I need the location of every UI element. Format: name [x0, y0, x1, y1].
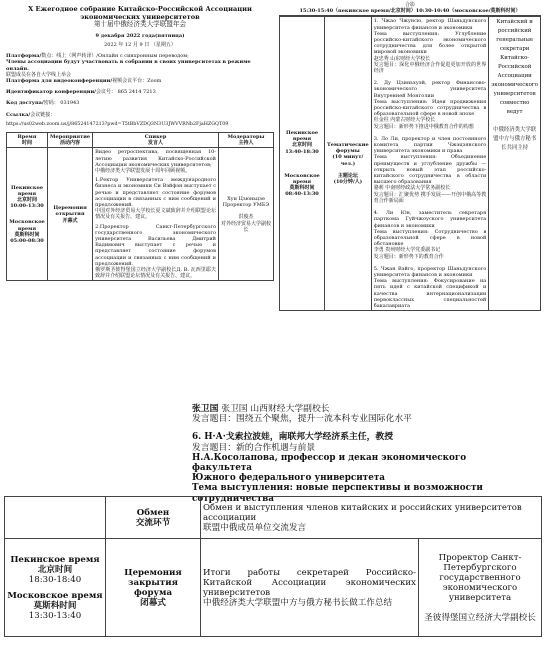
info-line: Код доступа/密码： 031943 [6, 100, 80, 107]
forum-item: 3. Ло Ли, проректор и член постоянного комитета партии Чжэцзянского университета экономики и права Тема выступления: Объединение преимуществ и углубление дружбы — открыть новый этап российско-китайского сотрудничества в области высшего образования 骆莉 中南财经政法大学常务副校长 发言题目：汇聚优势 携手发展——开创中俄高等教育合作新局面 [373, 135, 487, 204]
date-ru: 9 декабря 2022 года(пятница) [95, 32, 185, 39]
speaker-text: 俄罗斯圣彼得堡国立经济大学副校长Д. В. 瓦西里耶夫致辞并介绍联盟论坛情况及有关报告、建议。 [95, 267, 216, 280]
header-speaker: Спикер 发言人 [93, 133, 219, 148]
photo-caption: 合影 [404, 2, 415, 8]
table-row [7, 148, 274, 281]
exchange-label: Обмен 交流环节 [106, 497, 201, 539]
speech-block [192, 404, 492, 504]
forum-item: 4. Ли Юн, заместитель секретаря парткома Гуйчжоуского университета финансов и экономики Тема выступления: Сотрудничество в образовательной сфере в новой обстановке 李勇 贵州财经大学党委副书记 发言题目：新形势下的教育合作 [373, 210, 487, 260]
moscow-time: Московское время 莫斯科时间 08:40-13:30 [284, 172, 320, 198]
moscow-time-range: 13:30-13:40 [28, 610, 82, 621]
title-line-1: X Ежегодное собрание Китайско-Российской Ассоциации [28, 5, 252, 13]
photo-time: 15:30-15:40（пекинское время/北京时间）10:30-10:40（московское/莫斯科时间） [279, 8, 541, 16]
exchange-text: Обмен и выступления членов китайских и российских университетов ассоциации 联盟中俄成员单位交流发言 [201, 497, 542, 539]
table-row [5, 497, 542, 539]
beijing-time-range: 18:30-18:40 [28, 574, 82, 585]
forum-item: 1. Чжао Чжунсю, ректор Шаньдунского университета финансов и экономики Тема выступления: Углубление российско-китайского экономического сотрудничества для более открытой мировой экономики 赵忠秀 山东财经大学校长 发言题目：深化中俄经济合作促进更加开放的世界经济 [373, 18, 487, 75]
right-document [279, 2, 541, 396]
header-time: Время 时间 [7, 133, 48, 148]
moscow-time: Московское время 莫斯科时间 05:00-08:30 [9, 219, 45, 245]
lower-table [4, 496, 542, 637]
table-row [5, 539, 542, 637]
table-row [280, 17, 541, 311]
speech-line: 张卫国 张卫国 山西财经大学副校长 [192, 404, 330, 414]
moscow-time-cn: 莫斯科时间 [33, 600, 77, 611]
info-line: 联盟成员在各自大学线上举会 [6, 71, 72, 78]
header-event: Мероприятие 活动内容 [48, 133, 93, 148]
thematic-forums: Тематические форумы (10 минут/чел.) 主题论坛 (10分钟/人) [325, 17, 372, 311]
lower-section [4, 404, 542, 642]
speech-line: 6. Н·А·戈索拉波娃，南联邦大学经济系主任，教授 [192, 432, 393, 443]
info-line: Платформа/数点：线上（网声转译）/Онлайн с синхронным переводом; [6, 53, 189, 60]
title-cn: 第十届中俄经济类大学联盟年会 [93, 20, 187, 29]
beijing-time: Пекинское время [10, 554, 100, 565]
forum-table [279, 16, 541, 311]
info-line: Идентификатор конференции/会议号： 865 2414 7213 [6, 89, 156, 96]
date-cn: 2022 年 12 月 9 日 （星期五） [104, 41, 176, 48]
left-document [6, 6, 274, 398]
speech-line: Тема выступления: новые перспективы и возможности сотрудничества [192, 483, 483, 504]
speaker-text: 中国对外经济贸易大学校长夏文斌致辞并介绍联盟论坛情况及有关报告、建议。 [95, 208, 216, 221]
info-block [6, 53, 274, 128]
opening-ceremony: Церемония открытия 开幕式 [48, 148, 93, 281]
beijing-time-cn: 北京时间 [37, 564, 73, 575]
table-header-row [7, 133, 274, 148]
moscow-time: Московское время [7, 590, 103, 601]
forum-moderators: Китайский и российский генеральные секретари Китайско-Российской Ассоциации экономического университетов совместно ведут 中俄经济类大学联盟中方与俄方秘书长共同主持 [489, 17, 541, 311]
forum-item: 2. Ду Цзиньхуэй, ректор Финансово-экономического университета Внутренней Монголии Тема выступления: Идеи продвижения российско-китайского сотрудничества в образовательной сфере в новой эпохе 杜金柱 内蒙古财经大学校长 发言题目：新形势下推进中俄教育合作的构想 [373, 80, 487, 130]
speech-line: Южного федерального университета [192, 473, 386, 484]
beijing-time: Пекинское время 北京时间 13:40-18:30 [285, 129, 319, 155]
closing-moderator: Проректор Санкт-Петербургского государственного экономического университета 圣彼得堡国立经济大学副校长 [419, 539, 542, 637]
speech-line: 发言题目：新的合作机遇与前景 [192, 442, 316, 453]
info-line: Ссылка/会议链接： [6, 111, 56, 118]
speech-line: Н.А.Косолапова, профессор и декан экономического факультета [192, 452, 467, 474]
schedule-table [6, 132, 274, 281]
forum-item: 5. Чжан Вэйго, проректор Шаньдунского университета финансов и экономики Тема выступления: Фокусирование на пять идей с китайской спецификой и качества интернационализации первоклассных специальностей бакалавриата [373, 265, 487, 309]
info-line: Члены ассоциации будут участвовать в собрании в своих университетах в режиме онлайн. [6, 59, 251, 72]
moderator: Хуи Цзюньцзе Проректор УМБЭ 洪俊杰 对外经济贸易大学副校长 [219, 148, 274, 281]
zoom-link[interactable]: https://us02web.zoom.us/j/86524147213?pwd=T5tBbVZDQ3N3U3JWVVRNb2FjaHZGQT09 [6, 121, 229, 127]
title-line-2: экономических университетов [80, 12, 200, 21]
closing-speaker: Итоги работы секретарей Российско-Китайской Ассоциации экономических университетов 中俄经济类大学联盟中方与俄方秘书长做工作总结 [201, 539, 419, 637]
speaker-text: 中俄经济类大学联盟发展十周年回顾视频。 [95, 168, 191, 175]
closing-ceremony: Церемония закрытия форума 闭幕式 [106, 539, 201, 637]
speaker-text: Видео ретроспектива, посвященная 10-летию развития Китайско-Российской Ассоциации экономических университетов; [95, 149, 216, 168]
info-line: Платформа для видеоконференции/视频会议平台：Zoom [6, 78, 162, 84]
speaker-text: 1.Ректор Университета международного бизнеса и экономики Си Вэйфэн выступает с речью и представляет состояние форумов ассоциации в связанных с ним сообщений и предложений. [95, 177, 216, 209]
speaker-text: 2.Проректор Санкт-Петербургского государственного экономического университета Васильева Дмитрий Вадимович выступает с речью и представляет состояние форумов ассоциации и связанных с ним сообщений и предложений. [95, 223, 216, 267]
speech-line: 发言题目：围绕五个聚焦，提升一流本科专业国际化水平 [192, 414, 412, 425]
beijing-time: Пекинское время 北京时间 10:00-13:30 [10, 184, 44, 210]
doc-title [6, 6, 274, 29]
header-moderator: Модераторы 主持人 [219, 133, 274, 148]
